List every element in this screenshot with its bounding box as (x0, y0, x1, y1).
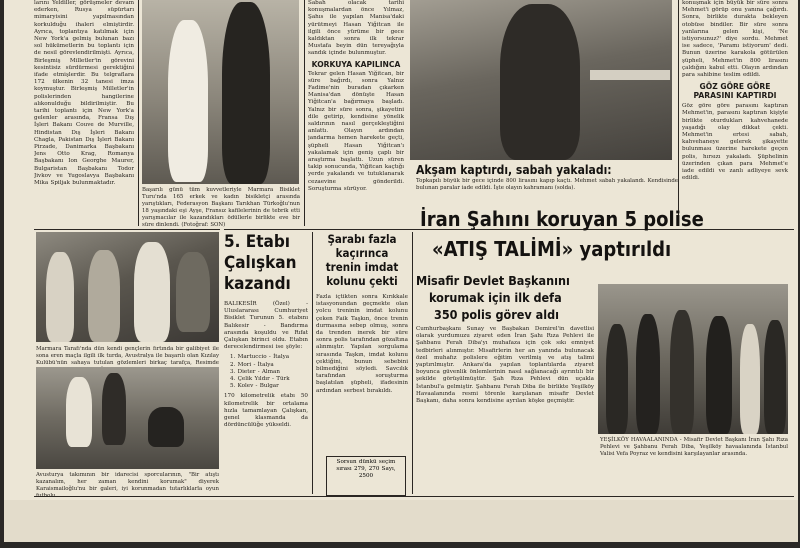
etabi-results (230, 354, 308, 390)
cyclist-figure (222, 2, 270, 184)
left-top-text: larını Yeldiller, görüşmeler devam ederken, Rusya süpürtarı mimaryisini yapılmasından korkulduğu ihaleri elmiştirdir. Ayrıca, toplantıya katılmak için New York'a gelmiş bulunan bazı sol hükümetlerin bu toplantı için de nesil görevlendirilmişti. Ayrıca, Birleşmiş Milletler'in görevini kesintisiz sürdürmesi gerektiğini ifade etmişlerdir. Bu telgraflara 172 ülkenin 32 tanesi imza koymuştur. Birleşmiş Milletler'in polislerinden hangilerine alıkonulduğu bildirilmiştir. Bu tarihi toplantı için New York'a gelenler arasında, Fransa Dış İşleri Bakanı Couve de Murville, Hindistan Dış İşleri Bakanı Chagla, Pakistan Dış İşleri Bakanı Pirzade, Danimarka Başbakanı Jens Otto Krag, Romanya Başbakanı Ion Georghe Maurer, Bulgaristan Başbakanı Todor Jivkov ve Yugoslavya Başbakanı Mika Spiljak bulunmaktadır. (34, 0, 134, 187)
yesilkoy-photo (598, 284, 788, 434)
left-mid-caption: Marmara Tarafı'nda dün kendi gençlerin fırtında bir galibiyet ile sona eren maçla ilgili ilk turda, Avustralya ile başarılı olan Kızılay Kulübü'nün sahaya tutulan gözlemleri birkaç tarafça, Resimde (36, 346, 219, 366)
right-bottom-text: Göz göre göre parasını kaptıran Mehmet'in, parasını kaptıran kişiyle birlikte oturdukları kahvehanede yaşadığı olay dikkat çekti. Mehmet'in ertesi sabah, kahvehaneye gelerek şikayette bulunması üzerine harekete geçen polis, hırsızı yakaladı. Şüphelinin üzerinden çıkan para Mehmet'e iade edildi ve zanlı adliyeye sevk edildi. (682, 103, 788, 182)
sarap-text: Fazla içtikten sonra Kırıkkale istasyonundan geçmekte olan yolcu treninin imdat kolunu çeken Faik Taşkın, önce trenin durmasına sebep olmuş, sonra da trenden inerek bir süre sonra polis tarafından gözaltına alınmıştır. Yapılan sorgulama sırasında Taşkın, imdat kolunu çektiğini, bunun sebebini bilmediğini söyledi. Savcılık tarafından soruşturma başlatılan şüpheli, ifadesinin ardından serbest bırakıldı. (316, 294, 408, 394)
left-top-article (34, 0, 134, 226)
etabi-heading-2: Çalışkan (224, 253, 297, 273)
trophy-figure (176, 252, 210, 332)
person-figure (88, 250, 120, 342)
right-article (682, 0, 788, 280)
rule (138, 0, 139, 226)
etabi-text: BALIKESİR (Özel) - Uluslararası Cumhuriyet Bisiklet Turunun 5. etabını Balıkesir - Bandırma arasında koşuldu ve Rıfat Çalışkan birinci oldu. Etabın derecelendirmesi ise şöyle: (224, 301, 308, 351)
aksam-photo (410, 0, 672, 160)
person-figure (46, 252, 74, 342)
korku-heading: KORKUYA KAPILINCA (311, 59, 401, 69)
etabi-result: 4. Çelik Yıldır - Türk (230, 376, 290, 383)
iran-sub-1: Misafir Devlet Başkanını (416, 273, 570, 288)
center-photo-caption: Başarılı günü tüm kuvvetleriyle Marmara Bisiklet Turu'nda 165 erkek ve kadın bisikletçi arasında yarıştıkları, Federasyon Başkanı Tarıkhan Türkoğlu'nun 18 yaşındaki eşi Ayşe, Fransız kafilelerinin de tebrik etti yarışmacılar ile kazandıkları ödüllerle birlikte eve bir süre dinlendi. (Fotoğraf: SON) (142, 187, 300, 228)
aksam-heading: Akşam kaptırdı, sabah yakaladı: (416, 163, 612, 177)
person-figure (670, 310, 694, 434)
etabi-heading-1: 5. Etabı (224, 232, 291, 252)
sarap-heading-4: kolunu çekti (326, 274, 398, 288)
rule (312, 232, 313, 494)
rule (678, 0, 679, 226)
person-figure (134, 242, 170, 342)
etabi-result: 3. Dieter - Alman (230, 368, 280, 375)
person-figure (706, 316, 732, 434)
woman-figure (740, 324, 760, 434)
person-figure (764, 320, 786, 434)
kayak-text: Sabah olacak tarihi konuşmalardan önce Yılmaz, Şahıs ile yapılan Manisa'daki yürütmeyi Hasan Yiğitcan ile ilgili önce yürüme bir gece kaldıktan sonra ilk tekrar Mustafa beyin dün tereyağıyla sandık içinde bulunmuştur. (308, 0, 404, 57)
iran-heading-1: İran Şahını koruyan 5 polise (420, 207, 704, 231)
iran-sub-3: 350 polis görev aldı (434, 307, 560, 322)
sarap-box: Sorsun dünkü seçim sırası 279, 270 Sayı, 2500 (326, 456, 406, 496)
newspaper-page (4, 0, 798, 542)
rule (412, 232, 413, 494)
center-top-photo (142, 0, 299, 184)
iran-heading-2: «ATIŞ TALİMİ» yaptırıldı (432, 237, 672, 261)
man-figure (500, 4, 580, 160)
sarap-heading-1: Şarabı fazla (327, 232, 397, 246)
sarap-heading-3: trenin imdat (325, 260, 399, 274)
etabi-article (224, 232, 308, 502)
player-figure (148, 407, 184, 447)
iran-article (416, 326, 594, 496)
player-figure (66, 377, 92, 447)
yesilkoy-caption: YEŞİLKÖY HAVAALANINDA - Misafir Devlet Başkanı İran Şahı Rıza Pehlevi ve Şahbanu Ferah Diba, Yeşilköy havaalanında İstanbul Valisi Vefa Poyraz ve kendisini karşılayanlar arasında. (600, 437, 788, 457)
person-figure (606, 324, 628, 434)
left-mid-photo (36, 232, 219, 342)
rule (34, 229, 220, 230)
player-figure (102, 373, 126, 445)
goz-heading: GÖZ GÖRE GÖRE PARASINI KAPTIRDI (693, 82, 777, 101)
newspaper-prop (590, 70, 670, 80)
aksam-caption: Topkapılı büyük bir gece içinde 800 lirasını kapıp kaçtı. Mehmet sabah yakalandı. Kendisinde bulunan paralar iade edildi. İşte olayın kahramanı (solda). (416, 178, 678, 191)
etabi-result: 1. Martuccio - İtalya (230, 354, 290, 361)
right-top-text: konuşmak için büyük bir süre sonra Mehmet'i görüp onu yanına çağırdı. Sonra, birlikte durakta bekleyen otobüse bindiler. Bir süre sonra yanlarına gelen kişi, 'Ne istiyorsunuz?' diye sordu. Mehmet ise sadece, 'Paramı istiyorum' dedi. Bunun üzerine karakola götürülen şüpheli, Mehmet'in 800 lirasını çaldığını kabul etti. Olayın ardından para sahibine teslim edildi. (682, 0, 788, 79)
etabi-text-2: 170 kilometrelik etabı 50 kilometrelik bir ortalama hızla tamamlayan Çalışkan, genel klasmanda da dördüncülüğe yükseldi. (224, 393, 308, 429)
rule (34, 496, 794, 497)
rule (304, 0, 305, 226)
page-bottom-strip (4, 500, 798, 542)
etabi-result: 5. Kolev - Bulgar (230, 383, 279, 390)
korku-text: Tekrar gelen Hasan Yiğitcan, bir süre bağırdı, sonra Yalnız Fadime'nin buradan çıkarken Manisa'dan dönüşte Hasan Yiğitcan'a bağırmaya başladı. Yalnız bir süre sonra, şikayetini dile getirip, kendisine yönelik saldırının nasıl gerçekleştiğini anlattı. Olayın ardından jandarma hemen harekete geçti, şüpheli Hasan Yiğitcan'ı yakalamak için geniş çaplı bir araştırma başlattı. Uzun süren takip sonucunda, Yiğitcan kaçtığı yerde yakalandı ve tutuklanarak cezaevine gönderildi. Soruşturma sürüyor. (308, 70, 404, 192)
left-bottom-photo (36, 367, 219, 469)
left-bottom-caption: Avusturya takımının bir idarecisi sporcularının, "Bir atıştı kazanalım, her zaman kendini korumak" diyerek Karaismailoğlu'nu bir galeri, iyi korunmadan tutarlıklarla oyun (36, 472, 219, 492)
person-figure (636, 314, 660, 434)
sarap-heading-2: kaçırınca (335, 246, 389, 260)
korku-article (308, 0, 404, 226)
iran-text: Cumhurbaşkanı Sunay ve Başbakan Demirel'in davetlisi olarak yurdumuzu ziyaret eden İran Şahı Rıza Pehlevi ile Şahbanu Ferah Diba'yı muhafaza için çok sıkı emniyet tedbirleri alınmıştır. Misafirlerin her an yanında bulunacak özel muhafız polislere eğitim verilmiş ve atış talimi yaptırılmıştır. Ankara'da yapılan toplantılarda ziyaret boyunca güvenlik önlemlerinin nasıl sağlanacağı ayrıntılı bir şekilde görüşülmüştür. Şah Rıza Pehlevi dün uçakla İstanbul'a gelmiştir. Şahbanu Ferah Diba ile birlikte Yeşilköy Havaalanında resmi törenle karşılanan misafir Devlet Başkanı, daha sonra kendisine ayrılan köşke geçmiştir. (416, 326, 594, 405)
etabi-result: 2. Mori - İtalya (230, 361, 274, 368)
etabi-heading-3: kazandı (224, 274, 291, 294)
iran-sub-2: korumak için ilk defa (429, 290, 562, 305)
woman-figure (168, 20, 208, 182)
